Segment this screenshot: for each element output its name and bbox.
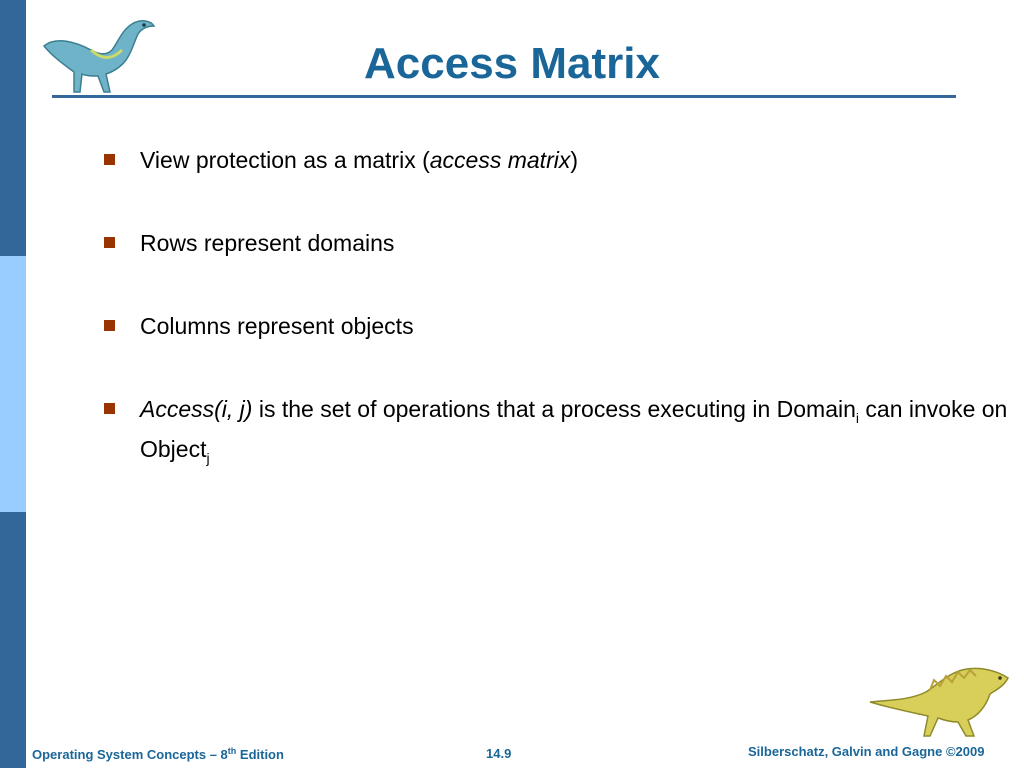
footer-authors: Silberschatz, Galvin and Gagne ©2009 — [748, 744, 985, 759]
subscript: i — [855, 410, 860, 426]
bullet-square-icon — [104, 403, 115, 414]
bullet-text: Rows represent domains — [140, 230, 395, 256]
sidebar-band-middle — [0, 256, 26, 512]
page-number: 14.9 — [486, 746, 512, 761]
bullet-text-italic: Access(i, j) — [140, 396, 253, 422]
list-item — [100, 145, 578, 176]
superscript: th — [227, 746, 237, 756]
bullet-square-icon — [104, 237, 115, 248]
bullet-text: ) — [570, 147, 579, 173]
footer-book-title — [32, 746, 284, 762]
bullet-text: is the set of operations that a process executing in Domain — [252, 396, 856, 422]
list-item — [100, 311, 414, 342]
title-divider — [52, 95, 956, 98]
page-title: Access Matrix — [364, 39, 660, 88]
footer-book-title-suffix: Edition — [236, 747, 284, 762]
list-item — [100, 394, 1024, 474]
sidebar-band-bottom — [0, 512, 26, 768]
footer-book-title-text: Operating System Concepts – 8 — [32, 747, 228, 762]
subscript: j — [206, 450, 210, 466]
dinosaur-icon — [866, 656, 1014, 740]
bullet-square-icon — [104, 320, 115, 331]
bullet-text-italic: access matrix — [429, 147, 571, 173]
bullet-text: can invoke on Object — [140, 396, 1008, 462]
bullet-square-icon — [104, 154, 115, 165]
list-item — [100, 228, 394, 259]
bullet-text: Columns represent objects — [140, 313, 414, 339]
bullet-text: View protection as a matrix ( — [140, 147, 430, 173]
